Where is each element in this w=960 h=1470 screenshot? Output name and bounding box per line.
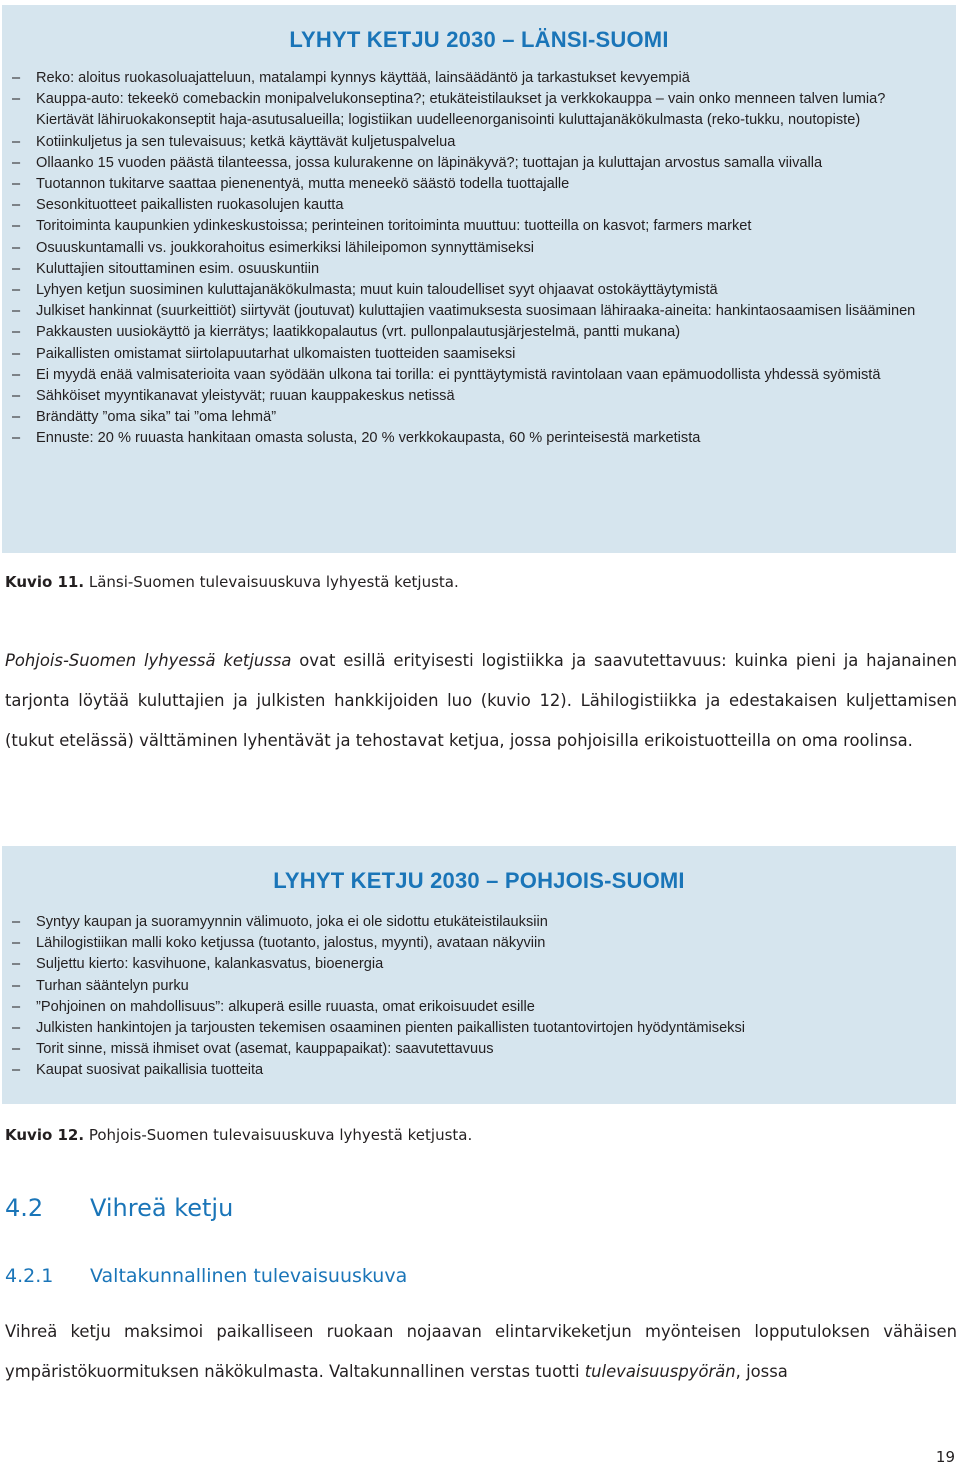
- dash-bullet: –: [12, 409, 21, 426]
- page-number: 19: [935, 1448, 955, 1466]
- section-heading-4-2: [5, 1194, 233, 1222]
- list-item: – Brändätty ”oma sika” tai ”oma lehmä”: [2, 407, 956, 428]
- section-heading-4-2-1: [5, 1265, 407, 1287]
- dash-bullet: –: [12, 303, 21, 320]
- dash-bullet: –: [12, 935, 21, 952]
- list-item: – Osuuskuntamalli vs. joukkorahoitus esimerkiksi lähileipomon synnyttämiseksi: [2, 238, 956, 259]
- dash-bullet: –: [12, 366, 21, 383]
- dash-bullet: –: [12, 197, 21, 214]
- list-item: – Toritoiminta kaupunkien ydinkeskustoissa; perinteinen toritoiminta muuttuu: tuotteilla on kasvot; farmers market: [2, 216, 956, 237]
- pohjois-suomi-box: [2, 846, 956, 1104]
- dash-bullet: –: [12, 154, 21, 171]
- list-item: – Ei myydä enää valmisaterioita vaan syödään ulkona tai torilla: ei pynttäytymistä ravintolaan vaan epämuodollista yhdessä syömistä: [2, 365, 956, 386]
- list-item: – Lähilogistiikan malli koko ketjussa (tuotanto, jalostus, myynti), avataan näkyviin: [2, 933, 956, 954]
- pohjois-suomi-title: LYHYT KETJU 2030 – POHJOIS-SUOMI: [273, 868, 685, 893]
- body-paragraph-2: Vihreä ketju maksimoi paikalliseen ruokaan nojaavan elintarvikeketjun myönteisen lopputuloksen vähäisen ympäristökuormituksen näkökulmasta. Valtakunnallinen verstas tuotti tulevaisuuspyörän, jossa: [5, 1322, 957, 1381]
- list-item: – Lyhyen ketjun suosiminen kuluttajanäkökulmasta; muut kuin taloudelliset syyt ohjaavat ostokäyttäytymistä: [2, 280, 956, 301]
- list-item: – Suljettu kierto: kasvihuone, kalankasvatus, bioenergia: [2, 954, 956, 975]
- dash-bullet: –: [12, 176, 21, 193]
- list-item: – Kotiinkuljetus ja sen tulevaisuus; ketkä käyttävät kuljetuspalvelua: [2, 132, 956, 153]
- dash-bullet: –: [12, 956, 21, 973]
- dash-bullet: –: [12, 91, 21, 108]
- list-item: – Kuluttajien sitouttaminen esim. osuuskuntiin: [2, 259, 956, 280]
- list-item: – Reko: aloitus ruokasoluajatteluun, matalampi kynnys käyttää, lainsäädäntö ja tarkastukset kevyempiä: [2, 68, 956, 89]
- list-item: – Julkiset hankinnat (suurkeittiöt) siirtyvät (joutuvat) kuluttajien vaatimuksesta suosimaan lähiraaka-aineita: hankintaosaamisen lisääminen: [2, 301, 956, 322]
- figure-11-caption: [5, 573, 459, 591]
- dash-bullet: –: [12, 998, 21, 1015]
- section-number: 4.2: [5, 1194, 44, 1222]
- lansi-suomi-box: [2, 5, 956, 553]
- dash-bullet: –: [12, 977, 21, 994]
- italic-phrase: Pohjois-Suomen lyhyessä ketjussa: [5, 651, 292, 670]
- dash-bullet: –: [12, 133, 21, 150]
- dash-bullet: –: [12, 430, 21, 447]
- list-item: – Ollaanko 15 vuoden päästä tilanteessa, jossa kulurakenne on läpinäkyvä?; tuottajan ja kuluttajan arvostus samalla viivalla: [2, 153, 956, 174]
- caption-text: Pohjois-Suomen tulevaisuuskuva lyhyestä ketjusta.: [88, 1126, 473, 1144]
- caption-label: Kuvio 11.: [5, 573, 85, 591]
- dash-bullet: –: [12, 1041, 21, 1058]
- list-item: – Julkisten hankintojen ja tarjousten tekemisen osaaminen pienten paikallisten tuotantovirtojen hyödyntämiseksi: [2, 1018, 956, 1039]
- list-item: – ”Pohjoinen on mahdollisuus”: alkuperä esille ruuasta, omat erikoisuudet esille: [2, 997, 956, 1018]
- section-title: Vihreä ketju: [90, 1194, 234, 1222]
- list-item: – Sähköiset myyntikanavat yleistyvät; ruuan kauppakeskus netissä: [2, 386, 956, 407]
- dash-bullet: –: [12, 1062, 21, 1079]
- dash-bullet: –: [12, 260, 21, 277]
- caption-text: Länsi-Suomen tulevaisuuskuva lyhyestä ketjusta.: [88, 573, 459, 591]
- list-item: – Sesonkituotteet paikallisten ruokasolujen kautta: [2, 195, 956, 216]
- pohjois-suomi-list: [2, 912, 956, 1082]
- dash-bullet: –: [12, 345, 21, 362]
- body-paragraph-1: Pohjois-Suomen lyhyessä ketjussa ovat esillä erityisesti logistiikka ja saavutettavuus: kuinka pieni ja hajanainen tarjonta löytää kuluttajien ja julkisten hankkijoiden luo (kuvio 12). Lähilogistiikka ja edestakaisen kuljettamisen (tukut etelässä) välttäminen lyhentävät ja tehostavat ketjua, jossa pohjoisilla erikoistuotteilla on oma roolinsa.: [5, 651, 958, 750]
- list-item: – Paikallisten omistamat siirtolapuutarhat ulkomaisten tuotteiden saamiseksi: [2, 344, 956, 365]
- list-item: – Turhan sääntelyn purku: [2, 976, 956, 997]
- list-item: – Ennuste: 20 % ruuasta hankitaan omasta solusta, 20 % verkkokaupasta, 60 % perinteisestä marketista: [2, 428, 956, 449]
- list-item: – Torit sinne, missä ihmiset ovat (asemat, kauppapaikat): saavutettavuus: [2, 1039, 956, 1060]
- dash-bullet: –: [12, 239, 21, 256]
- dash-bullet: –: [12, 282, 21, 299]
- dash-bullet: –: [12, 70, 21, 86]
- lansi-suomi-list: [2, 68, 956, 450]
- lansi-suomi-title: LYHYT KETJU 2030 – LÄNSI-SUOMI: [289, 27, 669, 52]
- italic-term: tulevaisuuspyörän: [584, 1362, 736, 1381]
- list-item: – Kauppa-auto: tekeekö comebackin monipalvelukonseptina?; etukäteistilaukset ja verkkokauppa – vain onko menneen talven lumia? Kiertävät lähiruokakonseptit haja-asutusalueilla; logistiikan uudelleenorganisointi kuluttajanäkökulmasta (reko-tukku, noutopiste): [12, 91, 886, 129]
- section-number: 4.2.1: [5, 1265, 54, 1287]
- dash-bullet: –: [12, 388, 21, 405]
- dash-bullet: –: [12, 1020, 21, 1037]
- dash-bullet: –: [12, 914, 21, 930]
- list-item: – Kaupat suosivat paikallisia tuotteita: [2, 1060, 956, 1081]
- dash-bullet: –: [12, 324, 21, 341]
- dash-bullet: –: [12, 218, 21, 235]
- list-item: – Pakkausten uusiokäyttö ja kierrätys; laatikkopalautus (vrt. pullonpalautusjärjestelmä, pantti mukana): [2, 322, 956, 343]
- section-title: Valtakunnallinen tulevaisuuskuva: [90, 1265, 408, 1287]
- figure-12-caption: [5, 1126, 472, 1144]
- list-item: – Tuotannon tukitarve saattaa pienenentyä, mutta meneekö säästö todella tuottajalle: [2, 174, 956, 195]
- list-item: – Syntyy kaupan ja suoramyynnin välimuoto, joka ei ole sidottu etukäteistilauksiin: [2, 912, 956, 933]
- caption-label: Kuvio 12.: [5, 1126, 85, 1144]
